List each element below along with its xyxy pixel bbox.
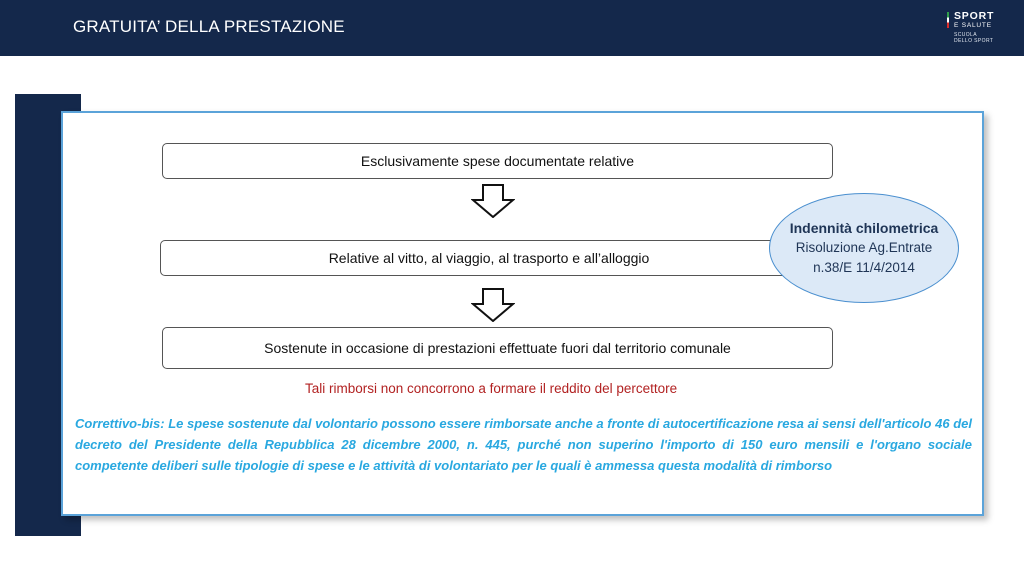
callout-line-2: n.38/E 11/4/2014	[813, 260, 915, 275]
down-arrow-icon	[471, 288, 515, 322]
mileage-allowance-callout	[769, 193, 959, 303]
callout-line-1: Risoluzione Ag.Entrate	[795, 240, 933, 255]
flow-step-1-text: Esclusivamente spese documentate relative	[360, 153, 635, 169]
flow-step-3	[162, 327, 833, 369]
logo-text-esalute: E SALUTE	[954, 22, 992, 29]
header-bar	[0, 0, 1024, 56]
callout-title: Indennità chilometrica	[789, 220, 939, 236]
sport-e-salute-logo	[947, 11, 1007, 47]
flow-step-2-text: Relative al vitto, al viaggio, al trasporto e all’alloggio	[328, 250, 650, 266]
income-note: Tali rimborsi non concorrono a formare il reddito del percettore	[305, 381, 678, 396]
logo-text-dello-sport: DELLO SPORT	[954, 38, 994, 44]
down-arrow-icon	[471, 184, 515, 218]
logo-text-scuola: SCUOLA	[954, 32, 977, 38]
corrective-bis-note: Correttivo-bis: Le spese sostenute dal volontario possono essere rimborsate anche a fronte di autocertificazione resa ai sensi dell'articolo 46 del decreto del Presidente della Repubblica 28 dicembre 2000, n. 445, purché non superino l'importo di 150 euro mensili e l'organo sociale competente deliberi sulle tipologie di spese e le attività di volontariato per le quali è ammessa questa modalità di rimborso	[75, 416, 972, 473]
logo-tricolor-bar	[947, 12, 949, 28]
flow-step-1	[162, 143, 833, 179]
flow-step-3-text: Sostenute in occasione di prestazioni effettuate fuori dal territorio comunale	[264, 340, 731, 356]
logo-text-sport: SPORT	[954, 10, 995, 22]
flow-step-2	[160, 240, 818, 276]
slide-title: GRATUITA’ DELLA PRESTAZIONE	[73, 17, 345, 36]
